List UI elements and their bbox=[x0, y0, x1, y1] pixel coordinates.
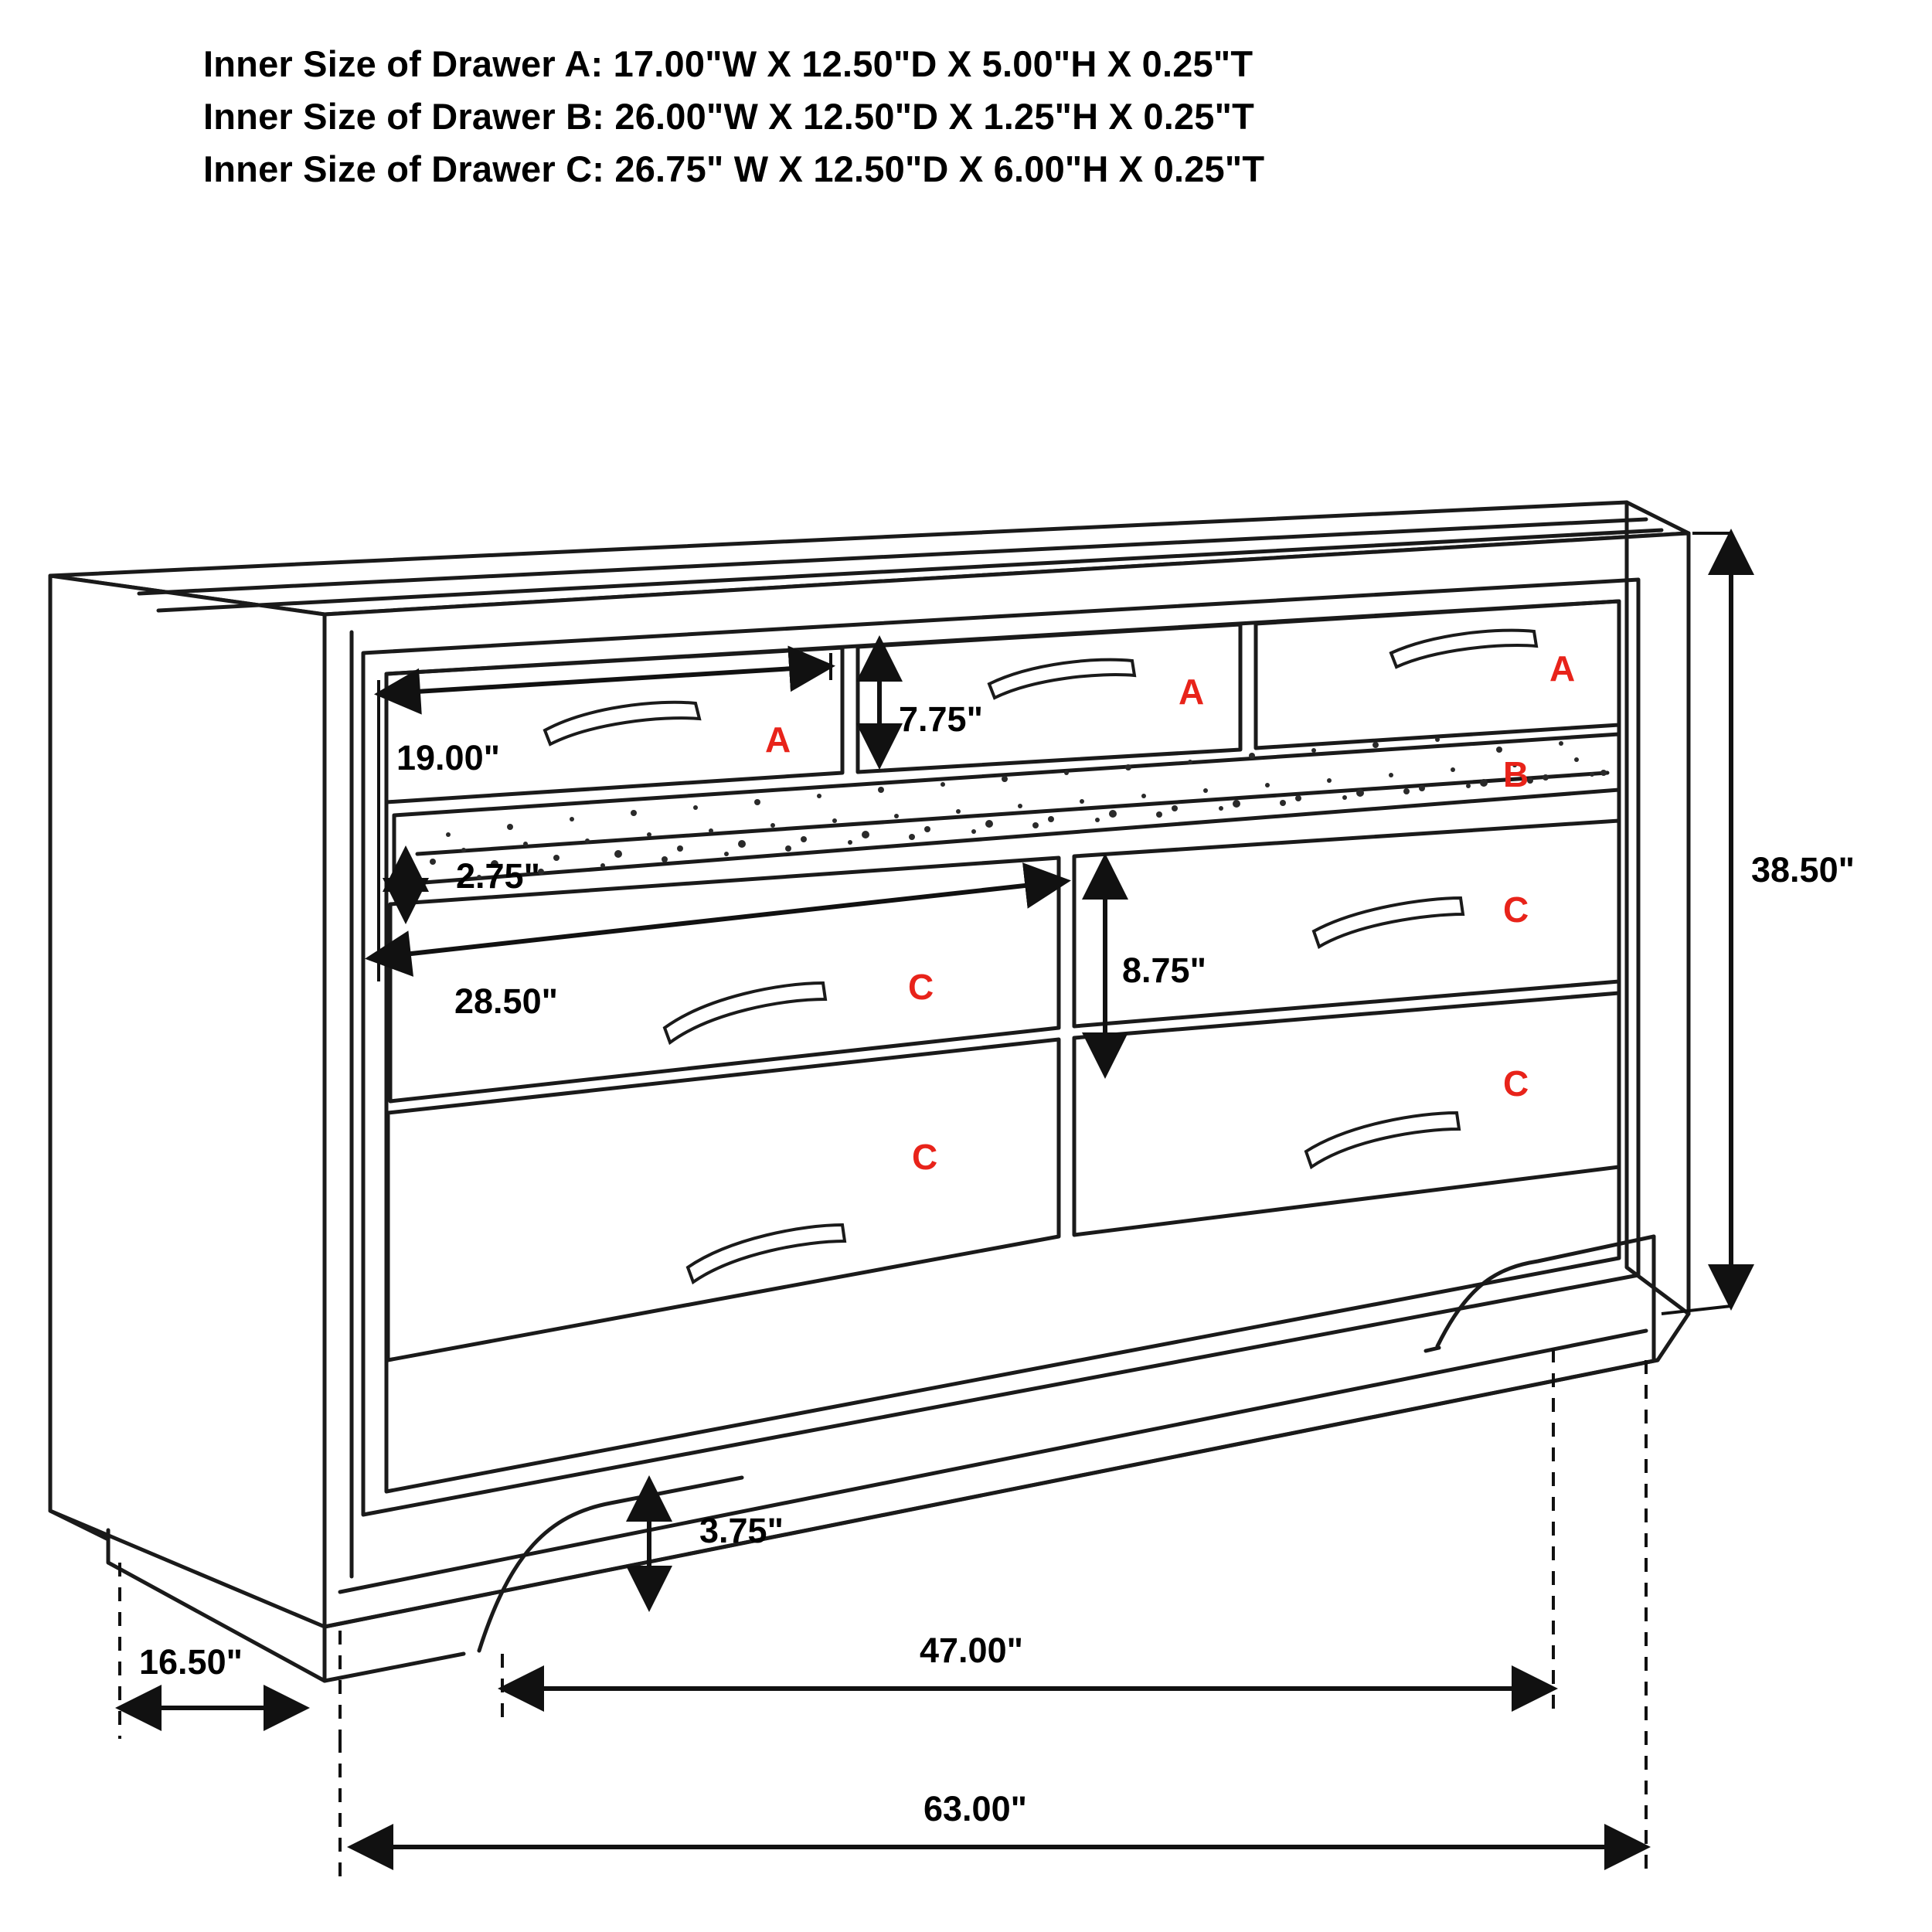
drawer-label-c-bot-left: C bbox=[912, 1137, 938, 1177]
spec-line-drawer-b: Inner Size of Drawer B: 26.00"W X 12.50"D X 1.25"H X 0.25"T bbox=[203, 96, 1255, 137]
spec-line-drawer-a: Inner Size of Drawer A: 17.00"W X 12.50"D X 5.00"H X 0.25"T bbox=[203, 43, 1253, 84]
drawer-label-a-right: A bbox=[1549, 648, 1576, 689]
drawer-label-c-mid-right: C bbox=[1503, 889, 1529, 930]
drawer-label-b: B bbox=[1503, 754, 1529, 794]
dim-drawer-a-width: 19.00" bbox=[396, 738, 500, 777]
drawer-label-c-bot-right: C bbox=[1503, 1063, 1529, 1104]
dim-overall-width: 63.00" bbox=[923, 1789, 1027, 1828]
dim-depth: 16.50" bbox=[139, 1642, 243, 1682]
dim-drawer-c-height: 8.75" bbox=[1122, 951, 1206, 990]
drawer-label-a-mid: A bbox=[1179, 672, 1205, 712]
dim-leg-clearance: 3.75" bbox=[699, 1511, 784, 1550]
drawer-label-c-mid-left: C bbox=[908, 967, 934, 1007]
spec-line-drawer-c: Inner Size of Drawer C: 26.75" W X 12.50"D X 6.00"H X 0.25"T bbox=[203, 148, 1265, 189]
drawer-label-a-left: A bbox=[765, 719, 791, 760]
dim-drawer-b-height: 2.75" bbox=[456, 856, 540, 896]
dim-inner-width: 47.00" bbox=[920, 1631, 1023, 1670]
dim-drawer-a-height: 7.75" bbox=[899, 699, 983, 739]
dim-drawer-c-width: 28.50" bbox=[454, 981, 558, 1021]
dim-overall-height: 38.50" bbox=[1751, 850, 1855, 889]
